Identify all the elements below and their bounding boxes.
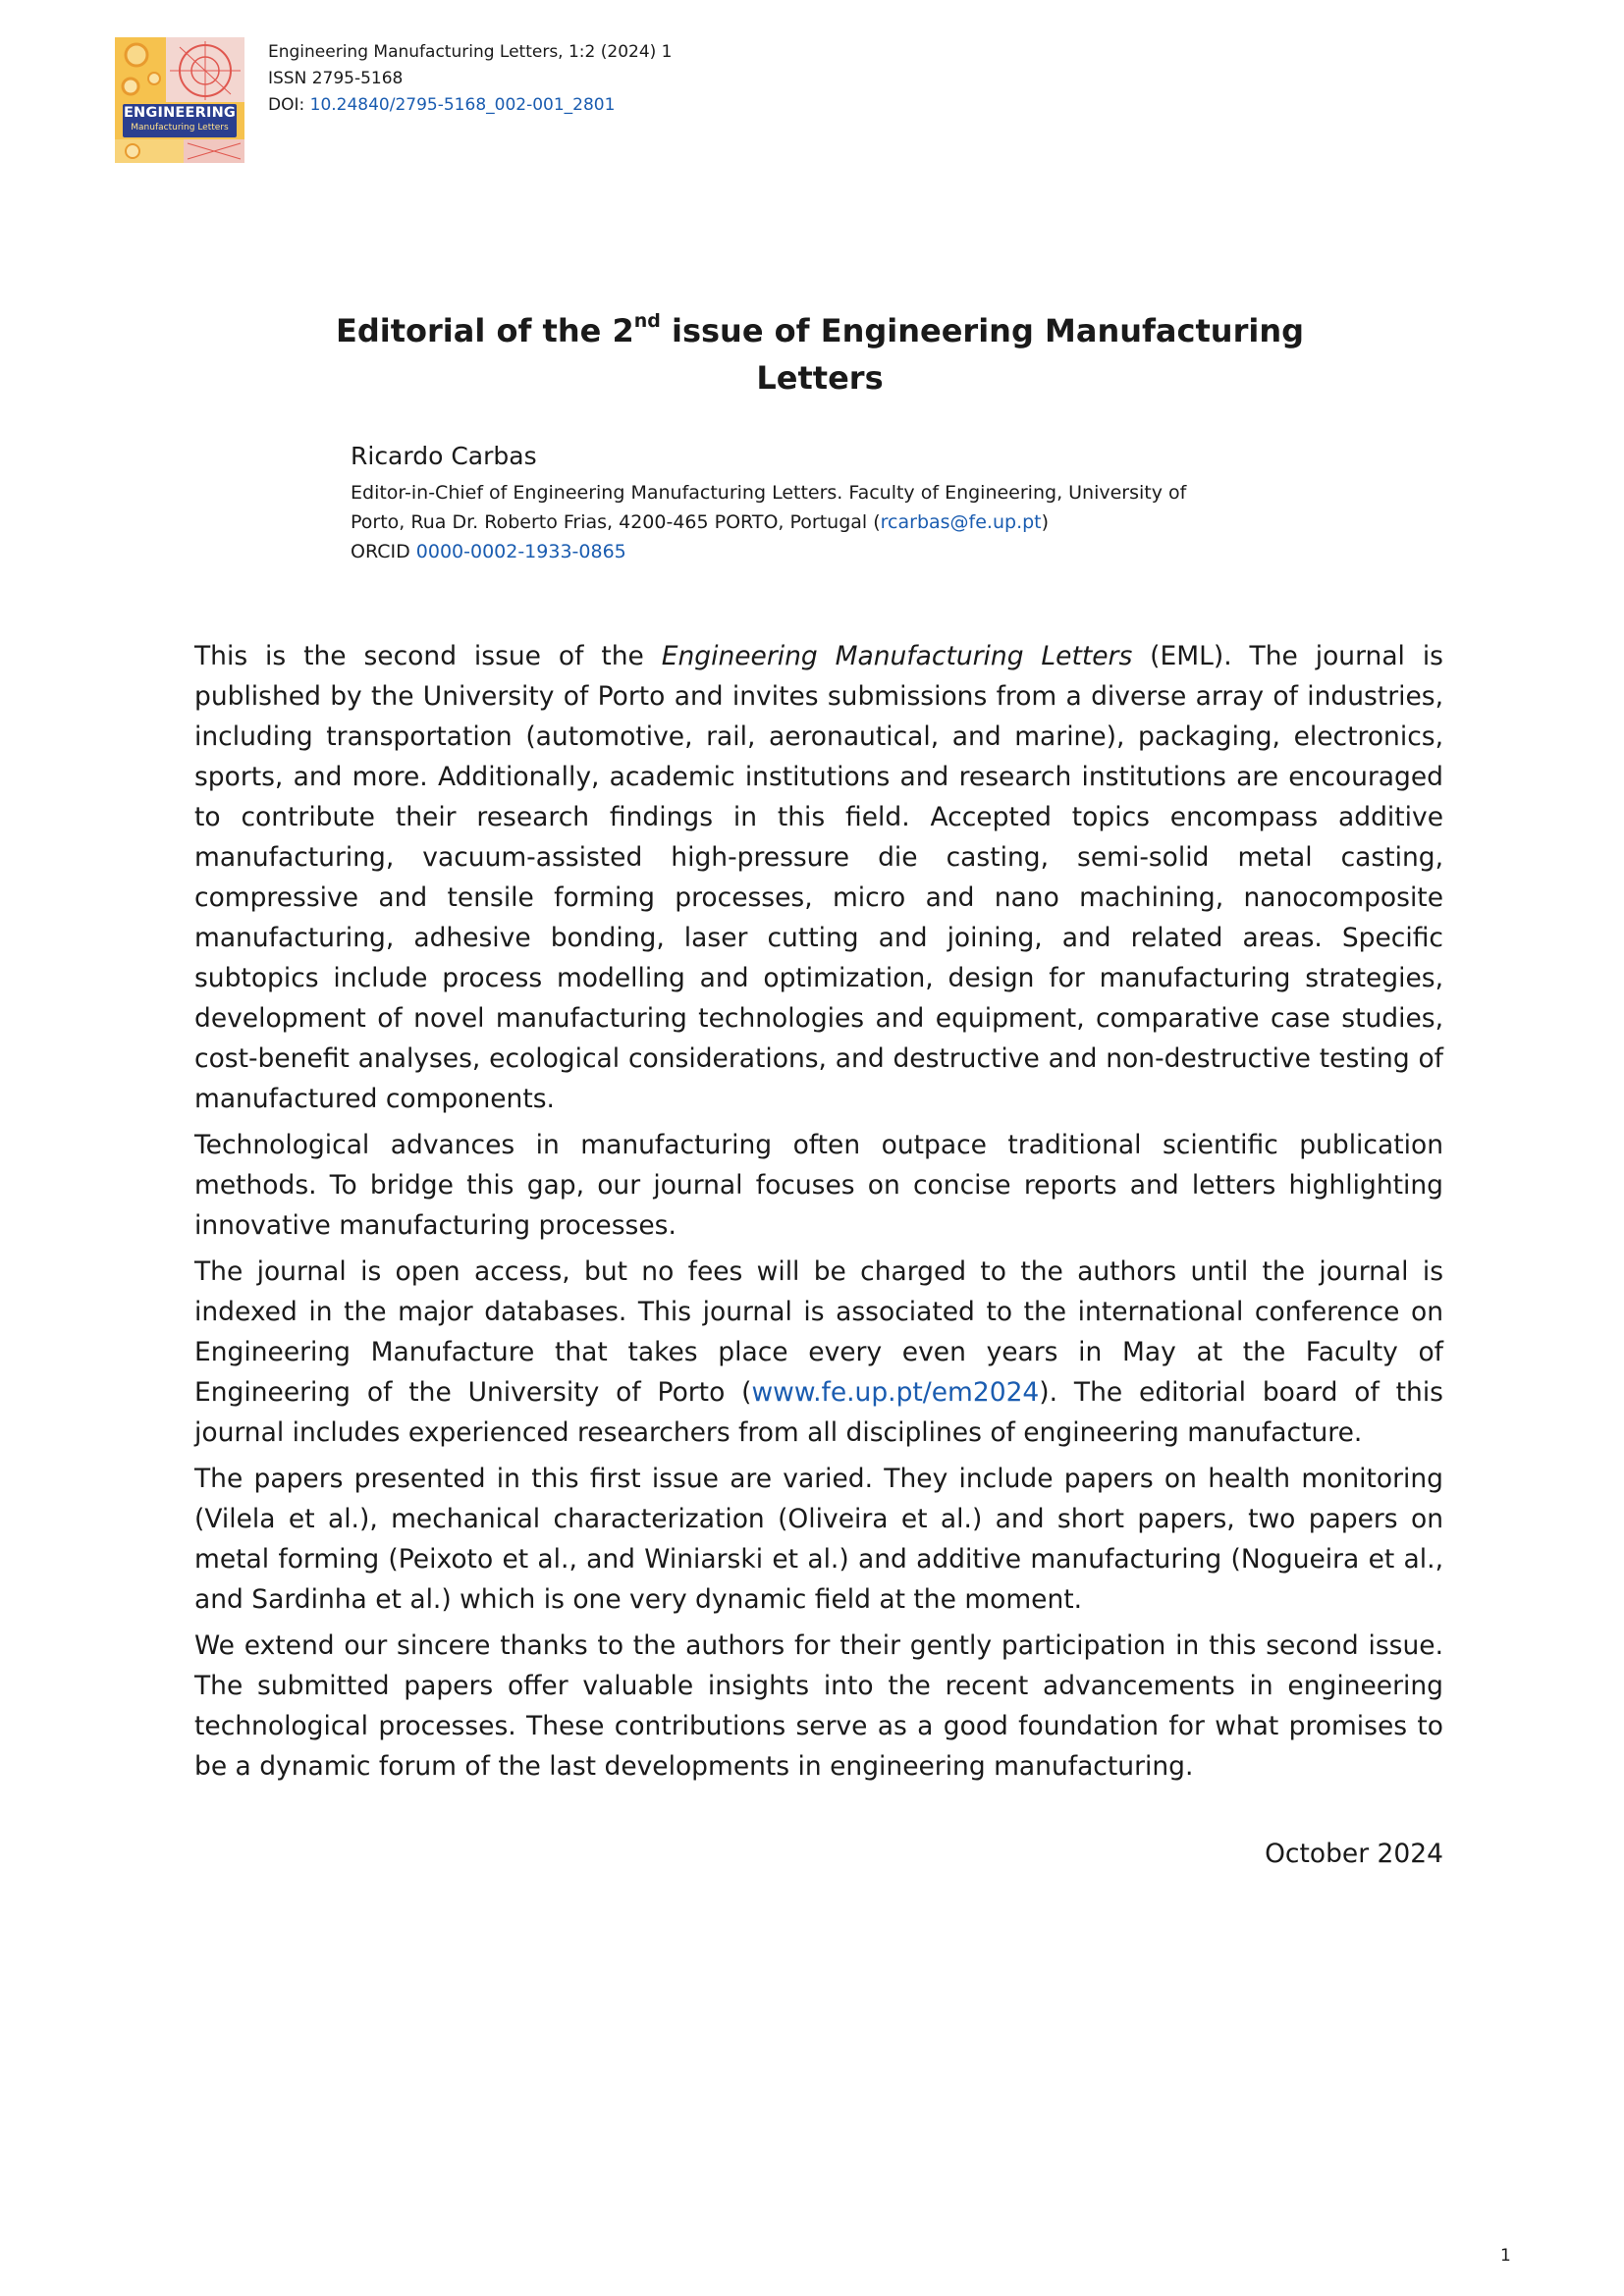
p1-text: (EML). The journal is published by the University of Porto and invites submissions from a diverse array of industries, including transportation (automotive, rail, aeronautical, and marine), packaging, electronics, sports, and more. Additionally, academic institutions and research institutions are encouraged to contribute their research findings in this field. Accepted topics encompass additive manufacturing, vacuum-assisted high-pressure die casting, semi-solid metal casting, compressive and tensile forming processes, micro and nano machining, nanocomposite manufacturing, adhesive bonding, laser cutting and joining, and related areas. Specific subtopics include process modelling and optimization, design for manufacturing strategies, development of novel manufacturing technologies and equipment, comparative case studies, cost-benefit analyses, ecological considerations, and destructive and non-destructive testing of manufactured components. bbox=[194, 641, 1443, 1114]
title-part-1: Editorial of the 2 bbox=[336, 312, 634, 349]
title-part-2: issue of Engineering Manufacturing bbox=[660, 312, 1304, 349]
affiliation-close: ) bbox=[1041, 511, 1050, 533]
journal-metadata bbox=[268, 39, 673, 119]
paragraph-4: The papers presented in this first issue are varied. They include papers on health monitoring (Vilela et al.), mechanical characterization (Oliveira et al.) and short papers, two papers on metal forming (Peixoto et al., and Winiarski et al.) and additive manufacturing (Nogueira et al., and Sardinha et al.) which is one very dynamic field at the moment. bbox=[194, 1464, 1443, 1615]
conference-link[interactable]: www.fe.up.pt/em2024 bbox=[751, 1377, 1040, 1408]
author-affiliation bbox=[351, 478, 1293, 566]
paragraph-1 bbox=[194, 636, 1443, 1119]
article-title bbox=[295, 307, 1345, 401]
doi-label: DOI: bbox=[268, 95, 310, 115]
affiliation-address: Porto, Rua Dr. Roberto Frias, 4200-465 PORTO, Portugal ( bbox=[351, 511, 881, 533]
logo-graphic bbox=[115, 37, 244, 163]
affiliation-line-1: Editor-in-Chief of Engineering Manufacturing Letters. Faculty of Engineering, University of bbox=[351, 482, 1187, 504]
journal-issn: ISSN 2795-5168 bbox=[268, 69, 404, 88]
logo-subtitle: Manufacturing Letters bbox=[131, 123, 229, 133]
affiliation-line-2 bbox=[351, 507, 1293, 537]
orcid-line bbox=[351, 537, 1293, 566]
logo-wordmark: ENGINEERING bbox=[123, 105, 237, 121]
article-body bbox=[194, 636, 1443, 1792]
publication-date: October 2024 bbox=[1265, 1839, 1443, 1869]
p3-text-end: ). The editorial board of this journal includes experienced researchers from all disciplines of engineering manufacture. bbox=[194, 1377, 1443, 1448]
title-superscript: nd bbox=[633, 310, 661, 333]
paragraph-2: Technological advances in manufacturing often outpace traditional scientific publication methods. To bridge this gap, our journal focuses on concise reports and letters highlighting innovative manufacturing processes. bbox=[194, 1130, 1443, 1241]
page-number: 1 bbox=[1500, 2246, 1511, 2266]
author-name: Ricardo Carbas bbox=[351, 442, 537, 470]
title-line-2: Letters bbox=[756, 359, 884, 397]
orcid-link[interactable]: 0000-0002-1933-0865 bbox=[415, 541, 626, 562]
paragraph-5: We extend our sincere thanks to the authors for their gently participation in this second issue. The submitted papers offer valuable insights into the recent advancements in engineering technological processes. These contributions serve as a good foundation for what promises to be a dynamic forum of the last developments in engineering manufacturing. bbox=[194, 1630, 1443, 1782]
author-email-link[interactable]: rcarbas@fe.up.pt bbox=[880, 511, 1042, 533]
p1-intro: This is the second issue of the bbox=[194, 641, 662, 671]
doi-link[interactable]: 10.24840/2795-5168_002-001_2801 bbox=[309, 95, 616, 115]
paragraph-3 bbox=[194, 1252, 1443, 1453]
p3-text-start: The journal is open access, but no fees will be charged to the authors until the journal is indexed in the major databases. This journal is associated to the international conference on Engineering Manufacture that takes place every even years in May at the Faculty of Engineering of the University of Porto ( bbox=[194, 1256, 1443, 1408]
journal-logo bbox=[115, 37, 244, 163]
journal-doi bbox=[268, 92, 673, 119]
journal-citation: Engineering Manufacturing Letters, 1:2 (2024) 1 bbox=[268, 42, 673, 62]
orcid-label: ORCID bbox=[351, 541, 416, 562]
journal-name-italic: Engineering Manufacturing Letters bbox=[661, 641, 1133, 671]
